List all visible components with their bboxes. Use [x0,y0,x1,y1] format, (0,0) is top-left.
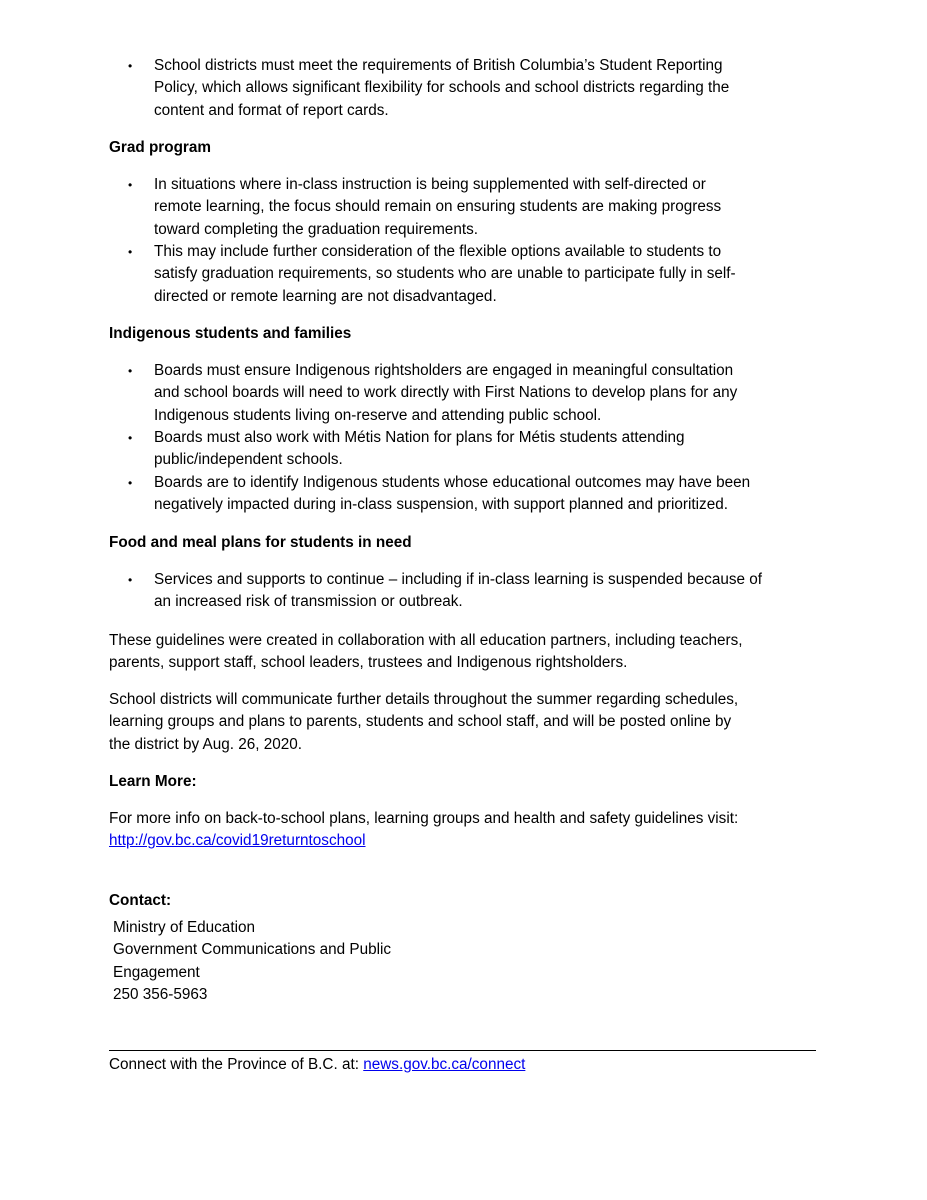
contact-line: 250 356-5963 [113,986,208,1004]
contact-line: Government Communications and Public [113,941,392,959]
text-line: School districts will communicate further details throughout the summer regarding schedules, [109,691,739,708]
section-heading: Indigenous students and families [109,325,352,342]
text-line: Policy, which allows significant flexibility for schools and school districts regarding the [154,79,730,97]
text-line: Boards must ensure Indigenous rightsholders are engaged in meaningful consultation [154,362,734,379]
section-heading: Food and meal plans for students in need [109,534,412,551]
text-line: In situations where in-class instruction is being supplemented with self-directed or [154,176,706,193]
text-line: negatively impacted during in-class suspension, with support planned and prioritized. [154,496,728,514]
text-line: and school boards will need to work directly with First Nations to develop plans for any [154,384,738,402]
bullet-icon: • [128,245,133,259]
text-line: the district by Aug. 26, 2020. [109,735,303,753]
bullet-icon: • [128,364,133,378]
footer-text: Connect with the Province of B.C. at: [109,1056,364,1073]
section-heading: Grad program [109,139,211,156]
paragraph [109,630,743,675]
bullet-icon: • [128,431,133,445]
text-line: Indigenous students living on-reserve and attending public school. [154,406,602,424]
return-to-school-link[interactable]: http://gov.bc.ca/covid19returntoschool [109,832,366,850]
bullet-icon: • [128,59,133,73]
paragraph [109,689,738,756]
text-line: learning groups and plans to parents, students and school staff, and will be posted online by [109,713,732,731]
contact-line: Engagement [113,963,200,981]
text-line: Boards must also work with Métis Nation for plans for Métis students attending [154,429,685,446]
footer-divider [109,1050,816,1051]
text-line: an increased risk of transmission or outbreak. [154,593,463,611]
text-line: School districts must meet the requirements of British Columbia’s Student Reporting [154,57,723,74]
text-line: public/independent schools. [154,451,343,469]
connect-link[interactable]: news.gov.bc.ca/connect [363,1056,526,1073]
bullet-icon: • [128,476,133,490]
footer [109,1054,525,1076]
bullet-icon: • [128,178,133,192]
text-line: remote learning, the focus should remain on ensuring students are making progress [154,198,722,216]
learn-more-paragraph [109,808,738,853]
text-line: Services and supports to continue – including if in-class learning is suspended because of [154,571,762,588]
text-line: These guidelines were created in collaboration with all education partners, including teachers, [109,632,743,649]
bullet-icon: • [128,573,133,587]
contact-block [113,917,391,1007]
text-line: This may include further consideration of the flexible options available to students to [154,243,722,260]
contact-line: Ministry of Education [113,919,255,936]
text-line: directed or remote learning are not disadvantaged. [154,287,497,305]
text-line: content and format of report cards. [154,101,389,119]
text-line: parents, support staff, school leaders, trustees and Indigenous rightsholders. [109,654,628,672]
contact-heading: Contact: [109,892,172,909]
text-line: For more info on back-to-school plans, learning groups and health and safety guidelines visit: [109,810,739,827]
text-line: satisfy graduation requirements, so students who are unable to participate fully in self- [154,265,736,283]
text-line: Boards are to identify Indigenous students whose educational outcomes may have been [154,474,751,491]
learn-more-heading: Learn More: [109,773,197,790]
text-line: toward completing the graduation requirements. [154,220,478,238]
